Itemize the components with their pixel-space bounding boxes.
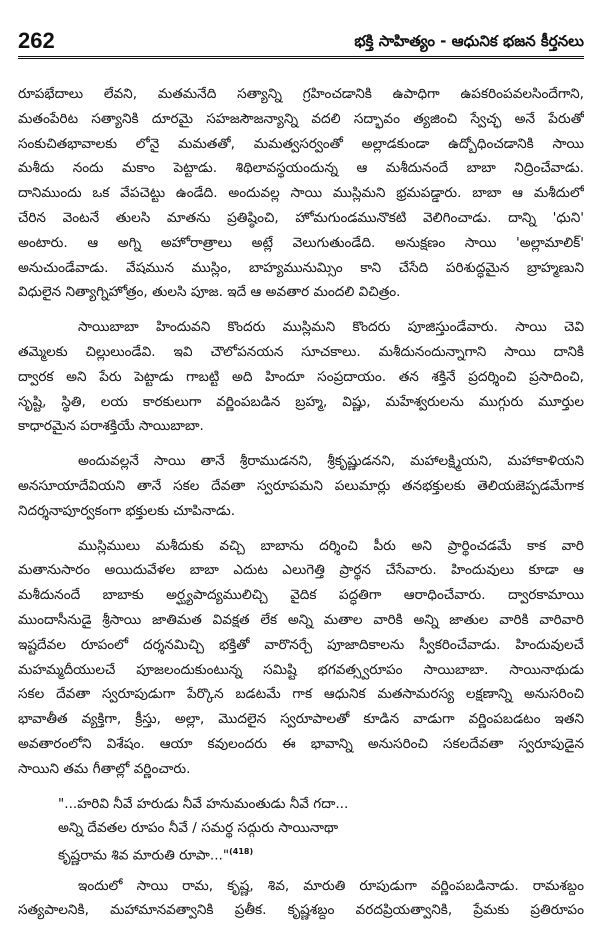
page-header	[18, 22, 584, 59]
quote-line: అన్ని దేవతల రూపం నీవే / సమర్థ సద్గురు సాయినాథా	[58, 819, 339, 836]
text-line: అవతారంలోని విశేషం. ఆయా కవులందరు ఈ భావాన్ని అనుసరించి సకలదేవతా స్వరూపుడైన	[18, 735, 584, 752]
text-line: సకల దేవతా స్వరూపుడుగా పేర్కొన బడటమే గాక ఆధునిక మతసామరస్య లక్షణాన్ని అనుసరించి	[18, 686, 584, 703]
text-line: సాయిని తమ గీతాల్లో వర్ణించారు.	[18, 760, 191, 777]
paragraph-3	[18, 449, 584, 523]
page-number: 262	[18, 28, 55, 53]
paragraph-4	[18, 534, 584, 782]
quote-line-text: కృష్ణరామ శివ మారుతి రూపా..."	[58, 847, 230, 864]
text-line: మతానుసారం అయిదువేళల బాబా ఎదుట ఎలుగెత్తి ప్రార్థన చేసేవారు. హిందువులు కూడా ఆ	[18, 562, 584, 579]
text-line: మహమ్మదీయులచే పూజలందుకుంటున్న సమిష్టి భగవత్స్వరూపం సాయిబాబా. సాయినాథుడు	[18, 661, 584, 678]
text-line: దానిముందు ఒక వేపచెట్టు ఉండేది. అందువల్ల సాయి ముస్లిమని భ్రమపడ్డారు. బాబా ఆ మశీదులో	[18, 185, 584, 202]
paragraph-5	[18, 874, 584, 924]
text-line: సృష్టి, స్థితి, లయ కారకులుగా వర్ణింపబడిన బ్రహ్మ, విష్ణు, మహేశ్వరులను ముగ్గురు మూర్తుల	[18, 393, 584, 410]
song-quote	[18, 792, 584, 864]
text-line: కాధారమైన పరాశక్తియే సాయిబాబా.	[18, 418, 204, 435]
text-line: విధులైన నిత్యాగ్నిహోత్రం, తులసి పూజ. ఇదే ఆ అవతార మందలి విచిత్రం.	[18, 284, 401, 301]
text-line: ముస్లిములు మశీదుకు వచ్చి బాబాను దర్శించి పీరు అని ప్రార్థించడమే కాక వారి	[78, 537, 584, 554]
text-line: అంటారు. ఆ అగ్ని అహోరాత్రాలు అట్లే వెలుగుతుండేది. అనుక్షణం సాయి 'అల్లామాలిక్'	[18, 234, 584, 251]
running-title: భక్తి సాహిత్యం - ఆధునిక భజన కీర్తనలు	[354, 32, 584, 50]
body-text	[18, 82, 584, 923]
text-line: సాయిబాబా హిందువని కొందరు ముస్లిమని కొందరు పూజిస్తుండేవారు. సాయి చెవి	[78, 319, 584, 336]
text-line: సత్యపాలనికి, మహామానవత్వానికి ప్రతీక. కృష్ణశబ్దం వరదప్రియత్వానికి, ప్రేమకు ప్రతిరూపం	[18, 902, 584, 919]
quote-line: "...హరివి నీవే హరుడు నీవే హనుమంతుడు నీవే గదా...	[58, 795, 349, 812]
text-line: మశీదునందే బాబాకు అర్ఘ్యపాద్యములిచ్చి వైదిక పద్ధతిగా ఆరాధించేవారు. ద్వారకామాయి	[18, 587, 584, 604]
text-line: నిదర్శనాపూర్వకంగా భక్తులకు చూపినాడు.	[18, 502, 236, 519]
text-line: ఇష్టదేవల రూపంలో దర్శనమిచ్చి భక్తితో వారొనర్చే పూజాదికాలను స్వీకరించేవాడు. హిందువులచే	[18, 636, 584, 653]
text-line: అనుచుండేవాడు. వేషమున ముస్లిం, బాహ్యమునుమ్సిం కాని చేసేది పరిశుద్ధమైన బ్రాహ్మణుని	[18, 259, 584, 276]
text-line: మతంపేరిట సత్యానికి దూరమై సహజసౌజన్యాన్ని వదలి సద్భావం త్యజించి స్వేచ్ఛ అనే పేరుతో	[18, 110, 584, 127]
text-line: అందువల్లనే సాయి తానే శ్రీరాముడనని, శ్రీకృష్ణుడనని, మహాలక్ష్మియని, మహాకాళియని	[78, 453, 584, 470]
text-line: భావాతీత వ్యక్తిగా, క్రీస్తు, అల్లా, మొదలైన స్వరూపాలతో కూడిన వాడుగా వర్ణింపబడటం ఇతని	[18, 711, 584, 728]
text-line: ద్వారక అని పేరు పెట్టాడు గాబట్టి అది హిందూ సంప్రదాయం. తన శక్తినే ప్రదర్శించి ప్రసాదించి,	[18, 368, 584, 385]
paragraph-2	[18, 315, 584, 439]
text-line: సంకుచితభావాలకు లోనై మమతతో, మమత్వసర్వంతో అల్లాడకుండా ఉద్బోధించడానికి సాయి	[18, 135, 584, 152]
text-line: రూపభేదాలు లేవని, మతమనేది సత్యాన్ని గ్రహించడానికి ఉపాధిగా ఉపకరింపవలసిందేగాని,	[18, 86, 584, 102]
text-line: ఇందులో సాయి రామ, కృష్ణ, శివ, మారుతి రూపుడుగా వర్ణింపబడినాడు. రామశబ్దం	[78, 877, 584, 894]
text-line: తమ్మెలకు చిల్లులుండేవి. ఇవి చౌలోపనయన సూచకాలు. మశీదునందున్నాగాని సాయి దానికి	[18, 343, 584, 360]
text-line: చేరిన వెంటనే తులసి మాతను ప్రతిష్ఠించి, హోమగుండమునొకటి వెలిగించాడు. దాన్ని 'ధుని'	[18, 209, 584, 226]
text-line: అనసూయాదేవియని తానే సకల దేవతా స్వరూపమని పలుమార్లు తనభక్తులకు తెలియజెప్పడమేగాక	[18, 477, 584, 494]
text-line: మశీదు నందు మకాం పెట్టాడు. శిథిలావస్థయందున్న ఆ మశీదునందే బాబా నిద్రించేవాడు.	[18, 160, 584, 177]
quote-line	[58, 840, 584, 864]
paragraph-1	[18, 82, 584, 305]
citation-number: (418)	[229, 846, 254, 856]
text-line: ముందాసీనుడై శ్రీసాయి జాతిమత వివక్షత లేక అన్ని మతాల వారికి అన్ని జాతుల వారికి వారివారి	[18, 611, 584, 628]
